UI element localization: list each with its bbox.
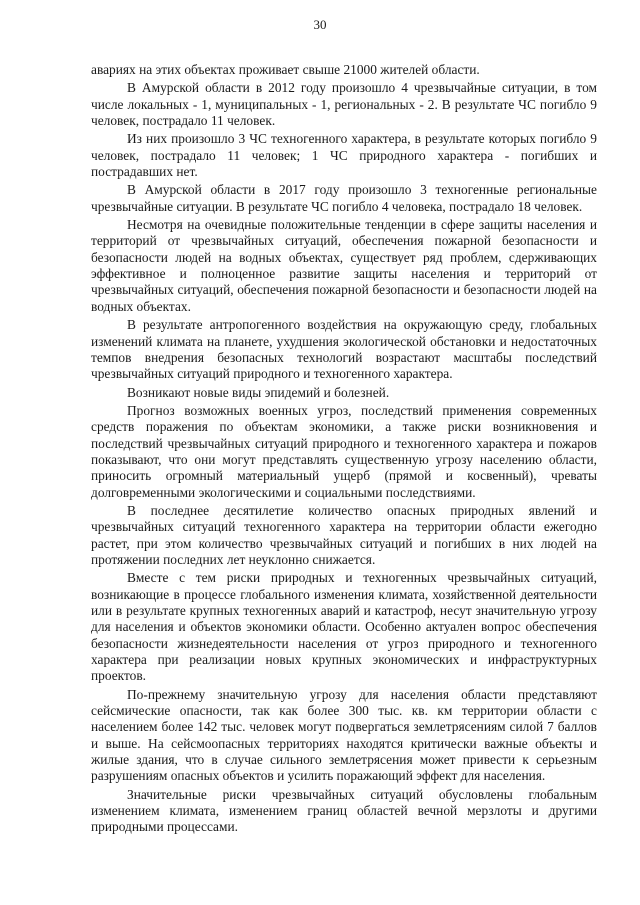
- paragraph: Прогноз возможных военных угроз, последствий применения современных средств поражения по объектам экономики, а также риски возникновения и последствий чрезвычайных ситуаций природного и техногенного характера и пожаров показывают, что они могут представлять существенную угрозу населению области, приносить огромный материальный ущерб (прямой и косвенный), чреваты долговременными экологическими и социальными последствиями.: [91, 402, 597, 500]
- paragraph: Вместе с тем риски природных и техногенных чрезвычайных ситуаций, возникающие в процессе глобального изменения климата, хозяйственной деятельности или в результате крупных техногенных аварий и катастроф, несут значительную угрозу для населения и объектов экономики области. Особенно актуален вопрос обеспечения безопасности жизнедеятельности населения от угроз природного и техногенного характера при реализации новых крупных экономических и инфраструктурных проектов.: [91, 570, 597, 684]
- paragraph: Значительные риски чрезвычайных ситуаций обусловлены глобальным изменением климата, изменением границ областей вечной мерзлоты и другими природными процессами.: [91, 786, 597, 835]
- document-body: [91, 62, 597, 838]
- paragraph: Возникают новые виды эпидемий и болезней.: [127, 384, 390, 400]
- page-number: 30: [313, 17, 327, 32]
- paragraph: Из них произошло 3 ЧС техногенного характера, в результате которых погибло 9 человек, пострадало 11 человек; 1 ЧС природного характера - погибших и пострадавших нет.: [91, 131, 597, 180]
- paragraph: Несмотря на очевидные положительные тенденции в сфере защиты населения и территорий от чрезвычайных ситуаций, обеспечения пожарной безопасности и безопасности людей на водных объектах, существует ряд проблем, сдерживающих эффективное и полноценное развитие защиты населения и территорий от чрезвычайных ситуаций, обеспечения пожарной безопасности и безопасности людей на водных объектах.: [91, 217, 597, 314]
- paragraph: В результате антропогенного воздействия на окружающую среду, глобальных изменений климата на планете, ухудшения экологической обстановки и недостаточных темпов внедрения безопасных технологий возрастают масштабы последствий чрезвычайных ситуаций природного и техногенного характера.: [91, 317, 597, 382]
- paragraph: По-прежнему значительную угрозу для населения области представляют сейсмические опасности, так как более 300 тыс. кв. км территории области с населением более 142 тыс. человек могут подвергаться землетрясениям силой 7 баллов и выше. На сейсмоопасных территориях находятся критически важные объекты и жилые здания, что в случае сильного землетрясения может привести к серьезным разрушениям опасных объектов и усилить поражающий эффект для населения.: [91, 686, 597, 784]
- paragraph: авариях на этих объектах проживает свыше 21000 жителей области.: [91, 62, 480, 77]
- paragraph: В последнее десятилетие количество опасных природных явлений и чрезвычайных ситуаций техногенного характера на территории области ежегодно растет, при этом количество чрезвычайных ситуаций и погибших в них людей на протяжении последних лет неуклонно снижается.: [91, 502, 597, 567]
- paragraph: В Амурской области в 2012 году произошло 4 чрезвычайные ситуации, в том числе локальных - 1, муниципальных - 1, региональных - 2. В результате ЧС погибло 9 человек, пострадало 11 человек.: [91, 80, 597, 129]
- paragraph: В Амурской области в 2017 году произошло 3 техногенные региональные чрезвычайные ситуации. В результате ЧС погибло 4 человека, пострадало 18 человек.: [91, 182, 597, 214]
